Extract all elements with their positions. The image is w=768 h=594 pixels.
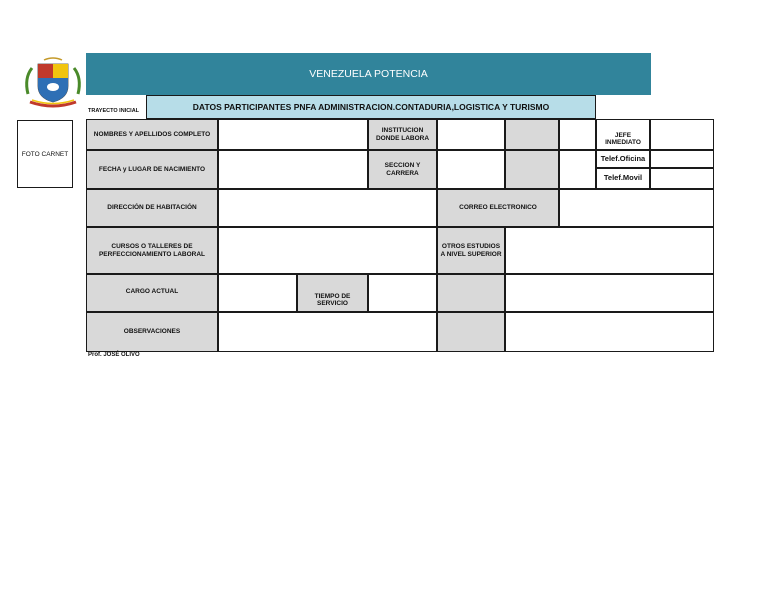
field-direccion[interactable]	[218, 189, 437, 227]
field-cargo[interactable]	[218, 274, 297, 312]
field-institucion[interactable]	[437, 119, 505, 150]
label-seccion: SECCION Y CARRERA	[368, 150, 437, 189]
field-seccion-extra	[505, 150, 559, 189]
author-footer: Prof. JOSÉ OLIVO	[88, 352, 140, 358]
field-observaciones[interactable]	[218, 312, 437, 352]
label-fecha: FECHA y LUGAR DE NACIMIENTO	[86, 150, 218, 189]
field-seccion-blank[interactable]	[559, 150, 596, 189]
label-telef-oficina: Telef.Oficina	[596, 150, 650, 168]
label-direccion: DIRECCIÓN DE HABITACIÓN	[86, 189, 218, 227]
label-otros: OTROS ESTUDIOS A NIVEL SUPERIOR	[437, 227, 505, 274]
field-telef-movil[interactable]	[650, 168, 714, 189]
field-tiempo[interactable]	[368, 274, 437, 312]
field-correo[interactable]	[559, 189, 714, 227]
field-seccion[interactable]	[437, 150, 505, 189]
field-telef-oficina[interactable]	[650, 150, 714, 168]
field-row5-blank[interactable]	[505, 274, 714, 312]
label-tiempo: TIEMPO DE SERVICIO	[297, 274, 368, 312]
field-cursos[interactable]	[218, 227, 437, 274]
trayecto-label: TRAYECTO INICIAL	[88, 108, 140, 114]
label-cargo: CARGO ACTUAL	[86, 274, 218, 312]
coat-of-arms-logo	[22, 56, 84, 110]
field-institucion-blank[interactable]	[559, 119, 596, 150]
photo-placeholder: FOTO CARNET	[17, 120, 73, 188]
form-title: DATOS PARTICIPANTES PNFA ADMINISTRACION.CONTADURIA,LOGISTICA Y TURISMO	[146, 95, 596, 119]
field-jefe[interactable]	[650, 119, 714, 150]
label-telef-movil: Telef.Movil	[596, 168, 650, 189]
label-institucion: INSTITUCION DONDE LABORA	[368, 119, 437, 150]
field-nombres[interactable]	[218, 119, 368, 150]
label-nombres: NOMBRES Y APELLIDOS COMPLETO	[86, 119, 218, 150]
label-correo: CORREO ELECTRONICO	[437, 189, 559, 227]
label-observaciones: OBSERVACIONES	[86, 312, 218, 352]
field-institucion-extra	[505, 119, 559, 150]
field-fecha[interactable]	[218, 150, 368, 189]
field-row6-extra	[437, 312, 505, 352]
banner-title: VENEZUELA POTENCIA	[86, 53, 651, 95]
field-row5-extra	[437, 274, 505, 312]
label-cursos: CURSOS O TALLERES DE PERFECCIONAMIENTO LABORAL	[86, 227, 218, 274]
label-jefe: JEFE INMEDIATO	[596, 119, 650, 150]
field-row6-blank[interactable]	[505, 312, 714, 352]
field-otros[interactable]	[505, 227, 714, 274]
